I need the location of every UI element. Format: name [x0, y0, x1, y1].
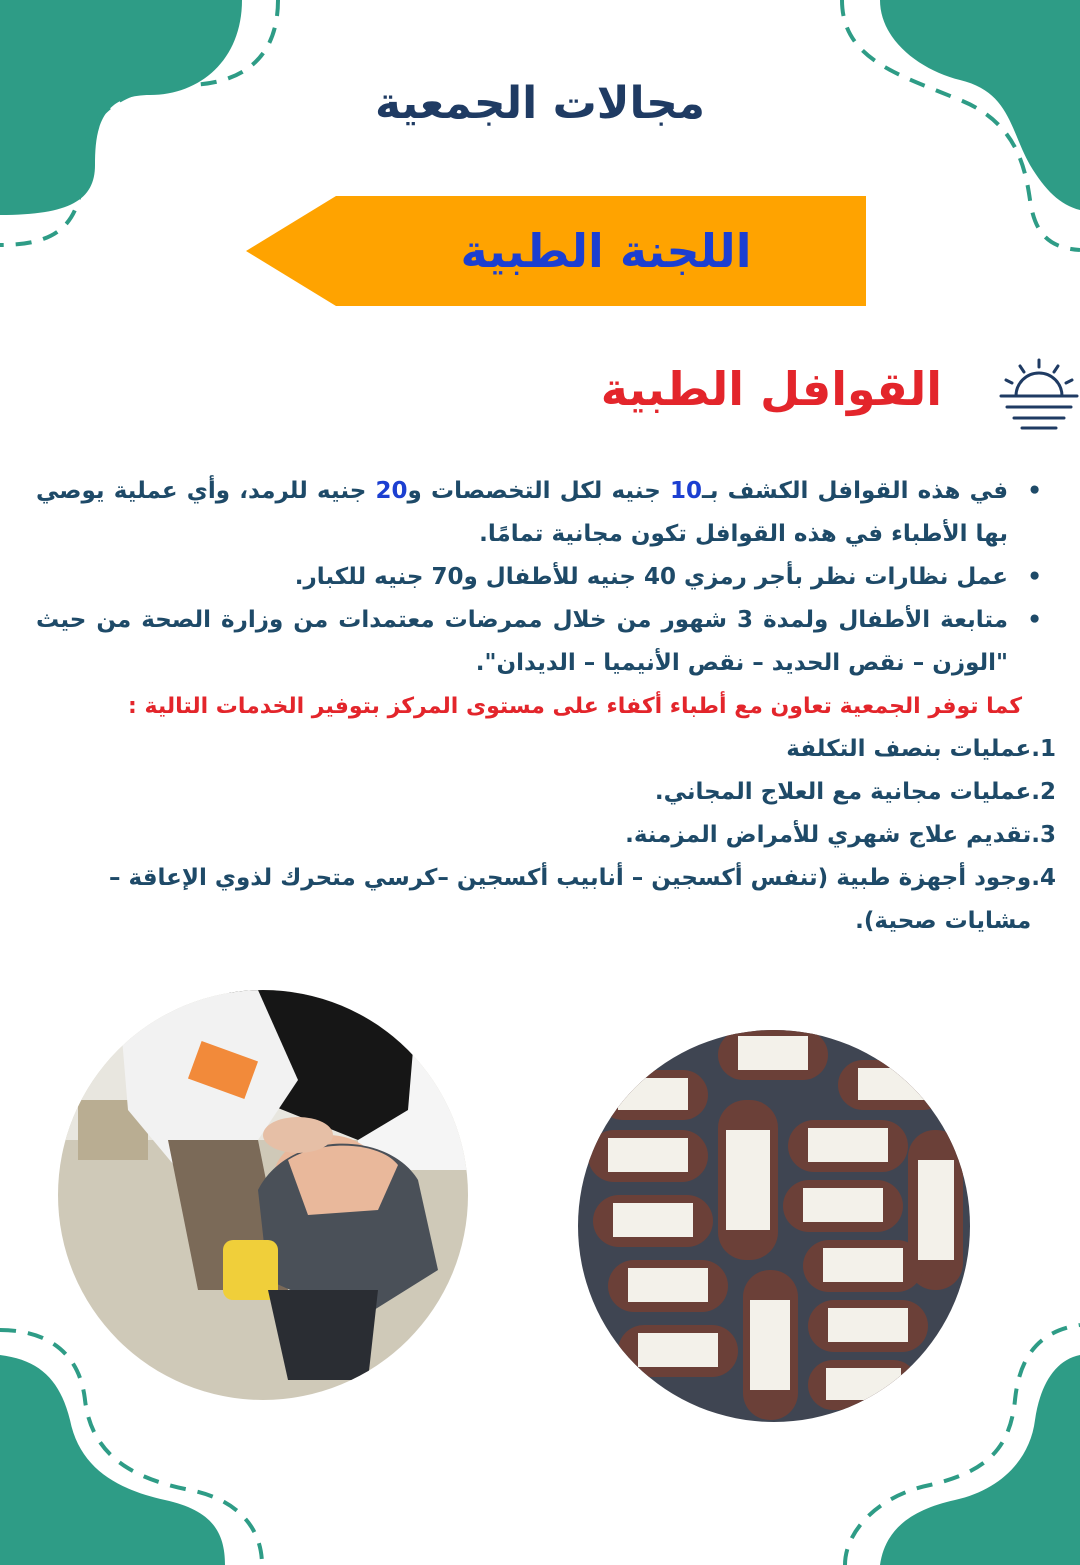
price-value: 10 [669, 478, 702, 504]
item-number: 1. [1031, 736, 1056, 762]
list-item [36, 556, 1008, 599]
eyeglass-cases-photo [578, 1030, 970, 1422]
bullet-text: في هذه القوافل الكشف بـ [701, 478, 1009, 504]
list-item [36, 470, 1008, 556]
price-value: 20 [375, 478, 408, 504]
list-item [36, 599, 1008, 685]
cooperation-note: كما توفر الجمعية تعاون مع أطباء أكفاء على مستوى المركز بتوفير الخدمات التالية : [128, 694, 1022, 719]
services-list [36, 728, 1056, 943]
bullet-text: جنيه للرمد، وأي عملية يوصي بها الأطباء في هذه القوافل تكون مجانية تمامًا. [36, 478, 1008, 547]
section-title: القوافل الطبية [600, 362, 942, 416]
list-item [36, 771, 1056, 814]
section-banner [246, 196, 866, 306]
caravan-bullet-list [36, 470, 1056, 685]
service-text: تقديم علاج شهري للأمراض المزمنة. [625, 822, 1032, 848]
service-text: وجود أجهزة طبية (تنفس أكسجين – أنابيب أكسجين –كرسي متحرك لذوي الإعاقة – مشايات صحية). [109, 865, 1032, 934]
content-body [36, 470, 1056, 943]
service-text: عمليات مجانية مع العلاج المجاني. [654, 779, 1032, 805]
banner-label: اللجنة الطبية [460, 224, 752, 278]
bullet-text: متابعة الأطفال ولمدة 3 شهور من خلال ممرضات معتمدات من وزارة الصحة من حيث "الوزن – نقص الحديد – نقص الأنيميا – الديدان". [36, 607, 1009, 676]
child-vaccination-photo [58, 990, 468, 1400]
bullet-text: جنيه لكل التخصصات و [407, 478, 670, 504]
list-item [36, 728, 1056, 771]
list-item [36, 857, 1056, 943]
service-text: عمليات بنصف التكلفة [786, 736, 1032, 762]
item-number: 3. [1031, 822, 1056, 848]
page-title: مجالات الجمعية [374, 78, 706, 129]
item-number: 2. [1031, 779, 1056, 805]
list-item [36, 814, 1056, 857]
item-number: 4. [1031, 865, 1056, 891]
sunset-icon [998, 356, 1080, 432]
bullet-text: عمل نظارات نظر بأجر رمزي 40 جنيه للأطفال و70 جنيه للكبار. [294, 564, 1008, 590]
